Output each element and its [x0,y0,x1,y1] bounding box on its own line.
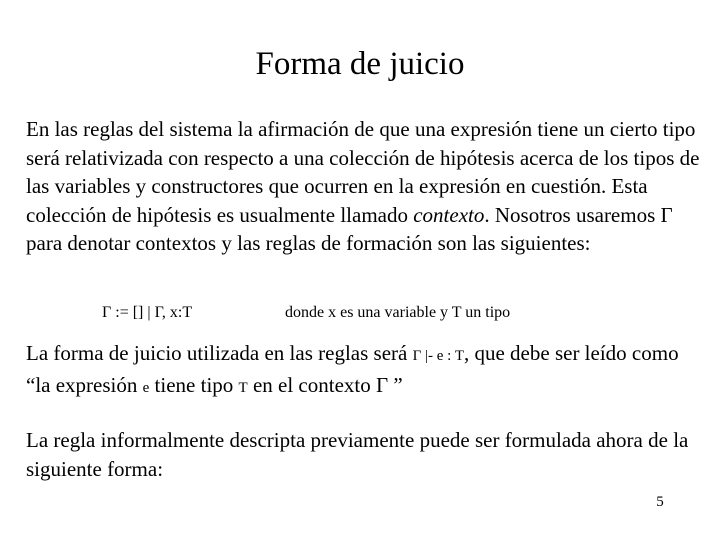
formation-rule: Γ := [] | Γ, x:T [102,304,193,321]
closing-paragraph: La regla informalmente descripta previamente puede ser formulada ahora de la siguiente forma: [26,428,689,481]
expression-e: e [142,379,150,396]
page-number: 5 [656,494,664,510]
judgement-form: Γ |- e : T [412,348,464,364]
intro-text: En las reglas del sistema la afirmación de que una expresión tiene un cierto tipo será relativizada con respecto a una colección de hipótesis acerca de los tipos de las variables y constructores que ocurren en la expresión en cuestión. Esta colección de hipótesis es usualmente llamado [26,117,700,227]
judgement-text-4: en el contexto [247,372,376,397]
context-formation-rule [102,302,511,324]
judgement-paragraph [26,339,706,402]
formation-explanation: donde x es una variable y T un tipo [285,304,511,321]
quote-close: ” [388,372,403,397]
judgement-text: La forma de juicio utilizada en las reglas será [26,341,413,365]
type-t: T [238,379,248,396]
gamma-symbol: Γ [376,372,389,397]
slide-title: Forma de juicio [255,46,465,82]
quote-open: “la expresión [26,372,143,397]
judgement-text-2: , que debe ser leído como [463,341,679,365]
contexto-term: contexto [413,202,485,227]
intro-paragraph [26,115,706,258]
intro-text-end: . Nosotros usaremos Γ para denotar contextos y las reglas de formación son las siguientes: [26,202,673,255]
judgement-text-3: tiene tipo [149,372,239,397]
